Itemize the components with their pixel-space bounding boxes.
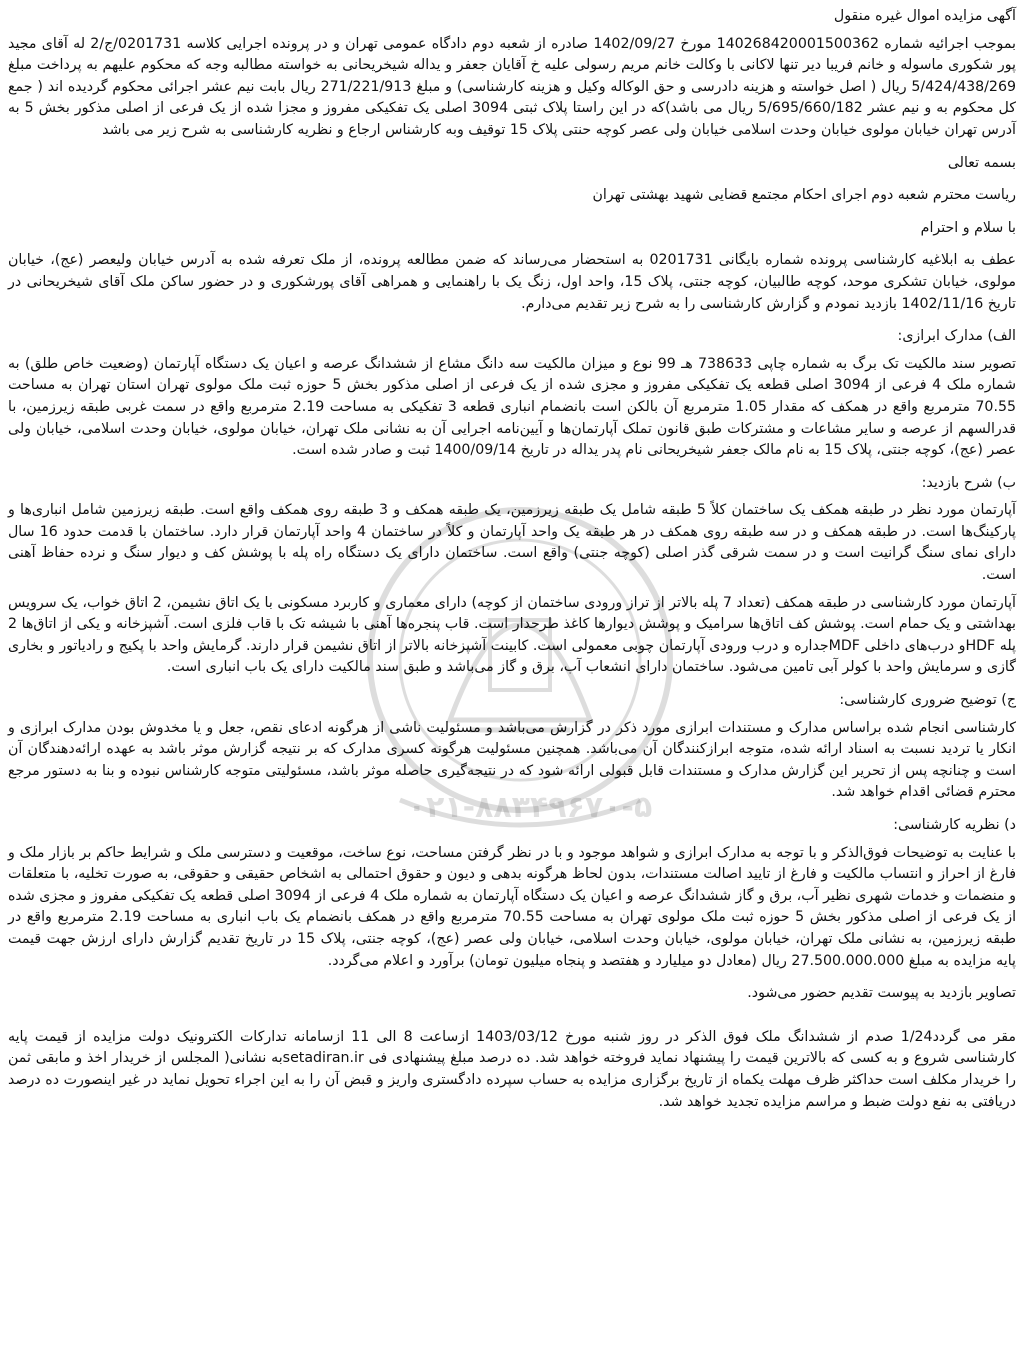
report-intro: عطف به ابلاغیه کارشناسی پرونده شماره بایگانی 0201731 به استحضار می‌رساند که ضمن مطالعه پرونده، از ملک تعرفه شده به آدرس خیابان ولیعصر (عج)، خیابان مولوی، خیابان تشکری موحد، کوچه طالبیان، کوچه جنتی، پلاک 15، واحد اول، زنگ یک با راهنمایی و همراهی آقای پورشکوری و در حضور ساکن ملک آقای شیخریحانی در تاریخ 1402/11/16 بازدید نمودم و گزارش کارشناسی را به شرح زیر تقدیم می‌دارم. xyxy=(8,252,1016,312)
photos-note: تصاویر بازدید به پیوست تقدیم حضور می‌شود. xyxy=(747,985,1016,1002)
section-paragraph: آپارتمان مورد کارشناسی در طبقه همکف (تعداد 7 پله بالاتر از تراز ورودی ساختمان از کوچه) دارای معماری و کاربرد مسکونی با یک اتاق نشیمن، 2 اتاق خواب، یک سرویس بهداشتی و یک حمام است. پوشش کف اتاق‌ها سرامیک و پوشش دیوارها کاغذ طرحدار است. قاب پنجره‌ها آهنی با شیشه تک با قاب فلزی است. آشپزخانه و یکی از اتاق‌ها 2 پله HDFو درب‌های داخلی MDFجداره و درب ورودی آپارتمان چوبی معمولی است. کابینت آشپزخانه بالاتر از اتاق نشیمن قرار دارند. گرمایش واحد با پکیج و رادیاتور و بخاری گازی و سرمایش واحد با کولر آبی تامین می‌شود. ساختمان دارای انشعاب آب، برق و گاز می‌باشد و طبق سند مالکیت دارای یک باب انباری است. xyxy=(8,594,1016,676)
auction-closing: مقر می گردد1/24 صدم از ششدانگ ملک فوق الذکر در روز شنبه مورخ 1403/03/12 ازساعت 8 الی 11 ازسامانه تدارکات الکترونیک دولت مزایده از قیمت پایه کارشناسی شروع و به کسی که بالاترین قیمت را پیشنهاد نماید فروخته خواهد شد. ده درصد مبلغ پیشنهادی فی setadiran.irبه نشانی( المجلس از خریدار اخذ و مابقی ثمن را خریدار مکلف است حداکثر ظرف مهلت یکماه از تاریخ برگزاری مزایده به حساب سپرده دادگستری واریز و قبض آن را به این اجراء تحویل نماید در غیر اینصورت ده درصد دریافتی به نفع دولت ضبط و مراسم مزایده تجدید خواهد شد. xyxy=(8,1028,1016,1110)
notice-intro: بموجب اجرائیه شماره 140268420001500362 مورخ 1402/09/27 صادره از شعبه دوم دادگاه عمومی تهران و در پرونده اجرایی کلاسه 0201731/ج/2 له آقای مجید پور شکوری ماسوله و خانم فریبا دیر تنها لاکانی با وکالت خانم مریم رسولی علیه خ آقایان جعفر و یداله شیخریحانی به خواسته مطالبه وجه که محکوم علیهم به پرداخت مبلغ 5/424/438/269 ریال ( اصل خواسته و هزینه دادرسی و حق الوکاله وکیل و هزینه کارشناسی) و مبلغ 271/221/913 ریال بابت نیم عشر اجرائی محکوم گردیده اند ( جمع کل محکوم به و نیم عشر 5/695/660/182 ریال می باشد)که در این راستا پلاک ثبتی 3094 اصلی یک تفکیکی مفروز و مجزا شده از یک فرعی از اصلی مذکور بخش 5 به آدرس تهران خیابان مولوی خیابان وحدت اسلامی خیابان ولی عصر کوچه حنتی پلاک 15 توقیف وبه کارشناس ارجاع و نظریه کارشناسی به شرح زیر می باشد xyxy=(8,35,1017,138)
section-heading: ج) توضیح ضروری کارشناسی: xyxy=(839,692,1016,709)
section-heading: الف) مدارک ابرازی: xyxy=(897,328,1016,345)
addressee: ریاست محترم شعبه دوم اجرای احکام مجتمع قضایی شهید بهشتی تهران xyxy=(592,187,1016,204)
basmala: بسمه تعالی xyxy=(947,154,1016,171)
section-heading: د) نظریه کارشناسی: xyxy=(893,817,1016,833)
section-paragraph: آپارتمان مورد نظر در طبقه همکف یک ساختمان کلاً 5 طبقه شامل یک طبقه زیرزمین، یک طبقه همکف و 3 طبقه روی همکف واقع است. طبقه زیرزمین شامل انباری‌ها و پارکینگ‌ها است. در طبقه همکف و در سه طبقه روی همکف در هر طبقه یک واحد آپارتمان و کلاً در ساختمان 4 واحد آپارتمان قرار دارد. ساختمان با قدمت حدود 16 سال دارای نمای سنگ گرانیت است و در سمت شرقی گذر اصلی (کوچه جنتی) واقع است. ساختمان دارای یک دستگاه راه پله با پوشش کف و دیوار سنگ و نرده حفاظ آهنی است. xyxy=(8,502,1016,584)
watermark-phone: ۰۲۱-۸۸۳۴۹۶۷۰-۵ xyxy=(407,790,653,825)
section-heading: ب) شرح بازدید: xyxy=(921,474,1016,491)
section-paragraph: با عنایت به توضیحات فوق‌الذکر و با توجه به مدارک ابرازی و شواهد موجود و با در نظر گرفتن مساحت، نوع ساخت، موقعیت و دسترسی ملک و شرایط حاکم بر بازار ملک و فارغ از احراز و انتساب مالکیت و فارغ از تایید اصالت مستندات، بدون لحاظ هرگونه بدهی و دیون و حقوق احتمالی به اشخاص حقیقی و حقوقی، به صورت تخلیه، با متعلقات و منضمات و خدمات شهری نظیر آب، برق و گاز ششدانگ عرصه و اعیان یک دستگاه آپارتمان به شماره ملک 4 فرعی از 3094 اصلی قطعه یک تفکیکی مفروز و مجزی شده از یک فرعی از اصلی مذکور بخش 5 حوزه ثبت ملک مولوی تهران به مساحت 70.55 مترمربع واقع در همکف بانضمام یک باب انباری به مساحت 2.19 مترمربع واقع در طبقه زیرزمین، به نشانی ملک تهران، خیابان مولوی، خیابان وحدت اسلامی، خیابان ولی عصر (عج)، کوچه جنتی، پلاک 15 در تاریخ تقدیم گزارش دارای ارزش جهت قیمت پایه مزایده به مبلغ 27.500.000.000 ریال (معادل دو میلیارد و هفتصد و پنجاه میلیون تومان) برآورد و اعلام می‌گردد. xyxy=(8,844,1017,969)
section-paragraph: تصویر سند مالکیت تک برگ به شماره چاپی 738633 هـ 99 نوع و میزان مالکیت سه دانگ مشاع از ششدانگ عرصه و اعیان یک دستگاه آپارتمان (وضعیت خاص طلق) به شماره ملک 4 فرعی از 3094 اصلی قطعه یک تفکیکی مفروز و مجزی شده از یک فرعی از اصلی مذکور بخش 5 حوزه ثبت ملک مولوی تهران استان تهران به مساحت 70.55 مترمربع واقع در همکف که مقدار 1.05 مترمربع آن بالکن است بانضمام انباری قطعه 3 تفکیکی به مساحت 2.19 مترمربع واقع در سمت غربی طبقه زیرزمین، با قدرالسهم از عرصه و سایر مشاعات و مشترکات طبق قانون تملک آپارتمان‌ها و آیین‌نامه اجرایی آن به نشانی ملک تهران، خیابان مولوی، خیابان وحدت اسلامی، خیابان ولی عصر (عج)، کوچه جنتی، پلاک 15 به نام مالک جعفر شیخریحانی نام پدر یداله در تاریخ 1400/09/14 ثبت و صادر شده است. xyxy=(8,355,1017,459)
notice-title: آگهی مزایده اموال غیره منقول xyxy=(833,8,1016,24)
section-paragraph: کارشناسی انجام شده براساس مدارک و مستندات ابرازی مورد ذکر در گزارش می‌باشد و مسئولیت ناشی از هرگونه ادعای نقص، جعل و یا مخدوش بودن مدارک ابرازی و انکار یا تردید نسبت به اسناد ارائه شده، متوجه ابرازکنندگان آن می‌باشد. همچنین مسئولیت هرگونه کسری مدارک که بر نتیجه گزارش موثر باشد به عهده ارائه‌دهندگان آن است و چنانچه پس از تحریر این گزارش مدارک و مستندات قابل قبولی ارائه شود که در نتیجه‌گیری حاصله موثر باشد، مسئولیتی متوجه کارشناس نبوده و بنا به دستور مرجع محترم قضائی اقدام خواهد شد. xyxy=(8,719,1016,801)
greeting: با سلام و احترام xyxy=(920,219,1016,236)
